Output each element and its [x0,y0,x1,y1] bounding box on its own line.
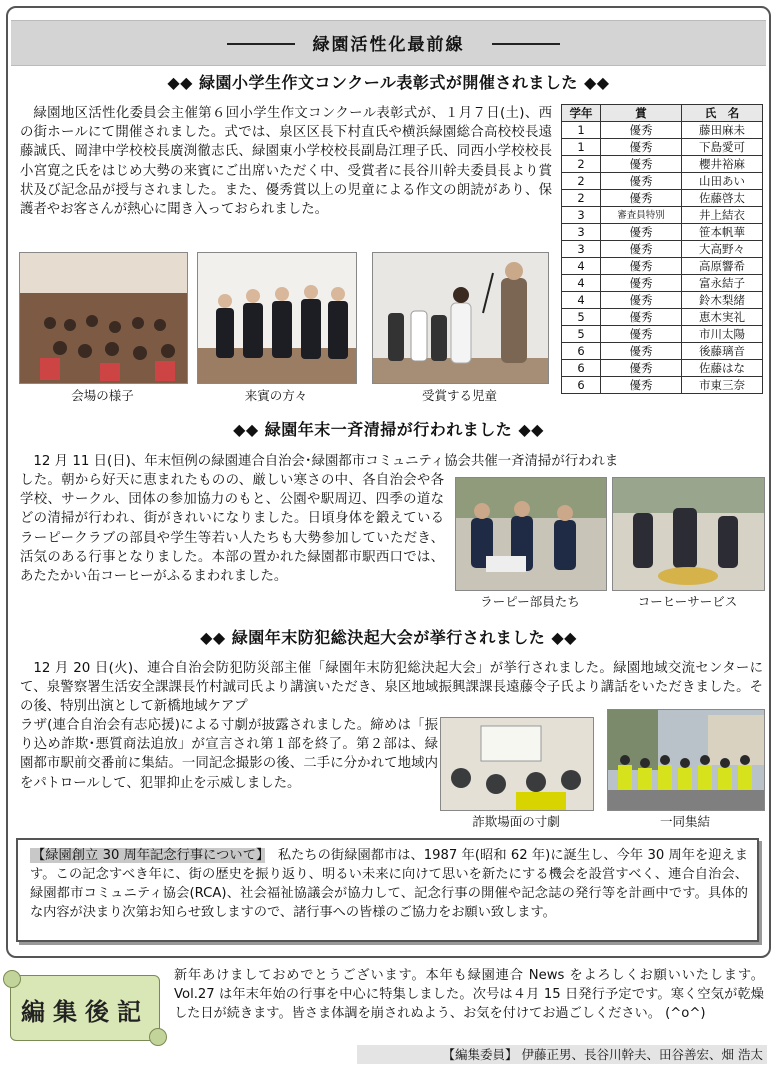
grade-cell: 5 [562,309,601,326]
name-cell: 笹本帆華 [682,224,763,241]
editors-note-text: 新年あけましておめでとうございます。本年も緑園連合 News をよろしくお願いいたします。Vol.27 は年末年始の行事を中心に特集しました。次号は４月 15 日発行予定です。寒く空気が乾燥した日が続きます。皆さま体調を崩されぬよう、お気を付けてお過ごしください。 (^o^) [174,968,764,1021]
table-row [562,173,763,190]
section-title-crime-prevention: ◆◆ 緑園年末防犯総決起大会が挙行されました ◆◆ [200,628,577,647]
table-row [562,156,763,173]
grade-cell: 2 [562,173,601,190]
table-row [562,122,763,139]
anniversary-notice-text [30,846,748,922]
column-header-name: 氏 名 [682,105,763,122]
name-cell: 市川太陽 [682,326,763,343]
name-cell: 高原響希 [682,258,763,275]
assembly-photo [607,709,765,811]
essay-contest-body: 緑園地区活性化委員会主催第６回小学生作文コンクール表彰式が、１月７日(土)、西の街ホールにて開催されました。式では、泉区区長下村直氏や横浜緑園総合高校校長遠藤誠氏、岡津中学校校長廣渕徹志氏、緑園東小学校校長副島江理子氏、同西小学校校長小宮寛之氏をはじめ大勢の来賓にご出席いただく中、受賞者に長谷川幹夫委員長より賞状及び記念品が授与されました。また、優秀賞以上の児童による作文の朗読があり、保護者やお客さんが熱心に聞き入っておられました。 [20,106,552,218]
scroll-curl-bottom-icon [149,1028,167,1046]
crime-prevention-body-top [20,659,763,717]
column-header-grade: 学年 [562,105,601,122]
grade-cell: 2 [562,190,601,207]
crime-prevention-body-rest [20,716,438,793]
grade-cell: 5 [562,326,601,343]
anniversary-notice-body: 私たちの街緑園都市は、1987 年(昭和 62 年)に誕生し、今年 30 周年を迎えます。この記念すべき年に、街の歴史を振り返り、明るい未来に向けて思いを新たにする機会を設営すべく、連合自治会、緑園都市コミュニティ協会(RCA)、社会福祉協議会が協力して、記念行事の開催や記念誌の発行等を計画中です。具体的な内容が決まり次第お知らせ致しますので、諸行事への皆様のご協力をお願い致します。 [30,848,748,920]
name-cell: 佐藤啓太 [682,190,763,207]
table-row [562,326,763,343]
grade-cell: 3 [562,224,601,241]
award-cell: 優秀 [601,122,682,139]
section-title-essay-contest: ◆◆ 緑園小学生作文コンクール表彰式が開催されました ◆◆ [167,73,610,92]
table-row [562,377,763,394]
guests-caption: 来賓の方々 [244,388,308,403]
grade-cell: 4 [562,292,601,309]
grade-cell: 1 [562,122,601,139]
grade-cell: 4 [562,258,601,275]
award-cell: 優秀 [601,156,682,173]
grade-cell: 1 [562,139,601,156]
name-cell: 鈴木梨緒 [682,292,763,309]
page-title: 緑園活性化最前線 [312,35,465,55]
skit-photo [440,717,594,811]
award-cell: 審査員特別 [601,207,682,224]
assembly-caption: 一同集結 [659,814,710,829]
name-cell: 富永結子 [682,275,763,292]
grade-cell: 3 [562,207,601,224]
name-cell: 市東三奈 [682,377,763,394]
award-cell: 優秀 [601,224,682,241]
table-row [562,275,763,292]
awards-table-header [562,105,763,122]
page-header [11,20,766,66]
award-cell: 優秀 [601,377,682,394]
scroll-curl-top-icon [3,970,21,988]
grade-cell: 6 [562,360,601,377]
rugby-club-caption: ラーピー部員たち [480,594,580,609]
table-row [562,258,763,275]
crime-body-part2: ラザ(連合自治会有志応援)による寸劇が披露されました。締めは「振り込め詐欺･悪質商法追放」が宣言され第１部を終了。第２部は、緑園都市駅前交番前に集結。一同記念撮影の後、二手に分かれて地域内をパトロールして、犯罪抑止を示威しました。 [20,718,438,791]
editorial-committee: 【編集委員】 伊藤正男、長谷川幹夫、田谷善宏、畑 浩太 [357,1045,767,1064]
grade-cell: 4 [562,275,601,292]
table-row [562,309,763,326]
grade-cell: 6 [562,343,601,360]
table-row [562,139,763,156]
award-photo [372,252,549,384]
cleanup-body-line2: した。朝から好天に恵まれたものの、厳しい寒さの中、各自治会や各学校、サークル、団体の参加協力のもと、公園や駅周辺、四季の道などの清掃が行われ、街がきれいになりました。日頃身体を鍛えているラーピークラブの部員や学生等若い人たちも大勢参加していただき、活気のある行事となりました。本部の置かれた緑園都市駅西口では、あたたかい缶コーヒーがふるまわれました。 [20,473,444,585]
section-title-cleanup: ◆◆ 緑園年末一斉清掃が行われました ◆◆ [233,420,544,439]
table-row [562,343,763,360]
award-cell: 優秀 [601,343,682,360]
award-cell: 優秀 [601,309,682,326]
grade-cell: 2 [562,156,601,173]
table-row [562,292,763,309]
crime-body-part1: 12 月 20 日(火)、連合自治会防犯防災部主催「緑園年末防犯総決起大会」が挙行されました。緑園地域交流センターにて、泉警察署生活安全課課長竹村誠司氏より講演いただき、泉区地域振興課課長遠藤令子氏より講話をいただきました。その後、特別出演として新橋地域ケアプ [20,661,763,715]
table-row [562,207,763,224]
table-row [562,190,763,207]
award-cell: 優秀 [601,241,682,258]
editors-note-scroll [10,975,160,1041]
award-cell: 優秀 [601,139,682,156]
award-caption: 受賞する児童 [421,388,497,403]
table-row [562,241,763,258]
name-cell: 後藤璃音 [682,343,763,360]
table-row [562,224,763,241]
awards-table [561,104,763,394]
grade-cell: 6 [562,377,601,394]
name-cell: 大高野々 [682,241,763,258]
cleanup-body-first-line [20,452,763,472]
name-cell: 恵木実礼 [682,309,763,326]
table-row [562,360,763,377]
venue-photo [19,252,188,384]
name-cell: 井上結衣 [682,207,763,224]
skit-caption: 詐欺場面の寸劇 [472,814,560,829]
venue-caption: 会場の様子 [71,388,134,403]
editors-note-title: 編集後記 [21,998,149,1026]
name-cell: 山田あい [682,173,763,190]
award-cell: 優秀 [601,326,682,343]
anniversary-notice-box [16,838,759,942]
coffee-service-caption: コーヒーサービス [637,594,738,609]
name-cell: 下島愛可 [682,139,763,156]
award-cell: 優秀 [601,275,682,292]
award-cell: 優秀 [601,360,682,377]
header-rule-right [492,43,560,45]
rugby-club-photo [455,477,607,591]
award-cell: 優秀 [601,190,682,207]
name-cell: 佐藤はな [682,360,763,377]
guests-photo [197,252,357,384]
anniversary-notice-tag: 【緑園創立 30 周年記念行事について】 [32,848,263,863]
name-cell: 櫻井裕麻 [682,156,763,173]
column-header-award: 賞 [601,105,682,122]
coffee-service-photo [612,477,765,591]
cleanup-body-line1: 12 月 11 日(日)、年末恒例の緑園連合自治会･緑園都市コミュニティ協会共催一斉清掃が行われま [33,454,619,469]
grade-cell: 3 [562,241,601,258]
award-cell: 優秀 [601,292,682,309]
award-cell: 優秀 [601,173,682,190]
name-cell: 藤田麻未 [682,122,763,139]
award-cell: 優秀 [601,258,682,275]
cleanup-body-rest [20,471,444,586]
